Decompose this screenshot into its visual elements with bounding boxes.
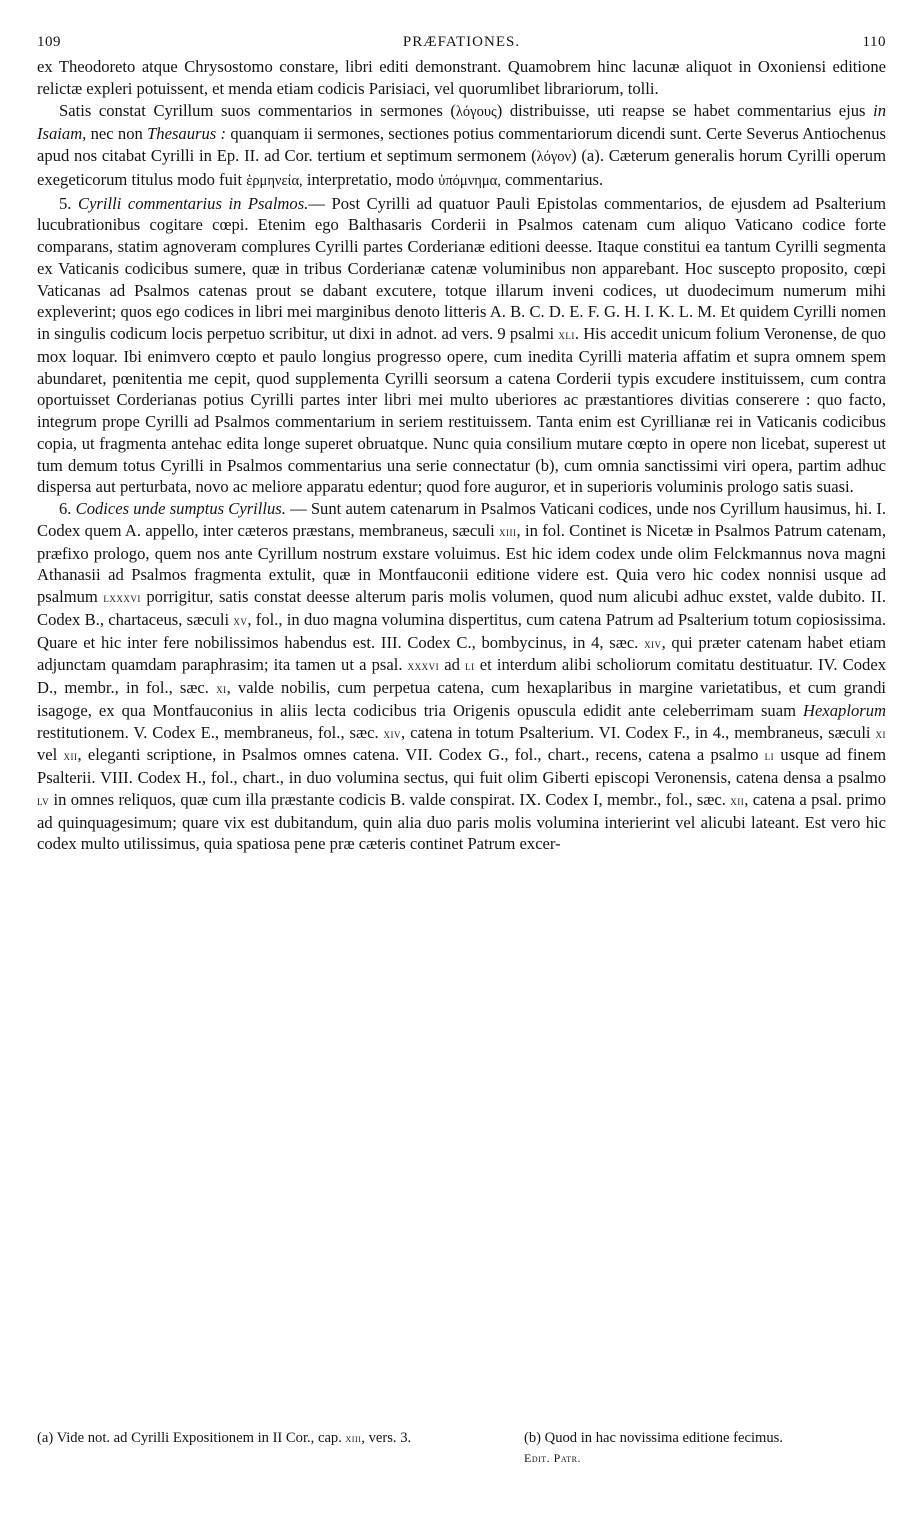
greek-term: ὑπόμνημα, — [438, 172, 501, 189]
greek-term: λόγον — [536, 149, 572, 165]
section-number: 5. — [59, 193, 78, 213]
greek-term: λόγους — [455, 103, 497, 120]
section-number: 6. — [59, 499, 76, 518]
running-header — [37, 34, 886, 56]
footnote-signature: Edit. Patr. — [524, 1451, 581, 1465]
document-page — [37, 34, 886, 855]
paragraph-cyril-sermons: Satis constat Cyrillum suos commentarios in sermones (λόγους) distribuisse, uti reapse se habet commentarius ejus in Isaiam, nec non Thesaurus : quanquam ii sermones, sectiones potius commentariorum dicendi sunt. Certe Severus Antiochenus apud nos citabat Cyrilli in Ep. II. ad Cor. tertium et septimum sermonem (λόγον) (a). Cæterum generalis horum Cyrilli operum exegeticorum titulus modo fuit ἑρμηνεία, interpretatio, modo ὑπόμνημα, commentarius. — [37, 100, 887, 189]
greek-term: ἑρμηνεία, — [246, 172, 303, 189]
paragraph-continuation: ex Theodoreto atque Chrysostomo constare, libri editi demonstrant. Quamobrem hinc lacunæ aliquot in Oxoniensi editione relictæ expleri potuissent, et menda etiam codicis Parisiaci, vel quorumlibet librariorum, tolli. — [37, 57, 886, 98]
body-text — [37, 56, 886, 855]
page-number-right: 110 — [862, 34, 886, 50]
footnote-a: (a) Vide not. ad Cyrilli Expositionem in II Cor., cap. xiii, vers. 3. — [37, 1430, 412, 1446]
page-number-left: 109 — [37, 34, 61, 50]
footnote-b: (b) Quod in hac novissima editione fecimus. Edit. Patr. — [524, 1430, 783, 1465]
section-6-codices: 6. Codices unde sumptus Cyrillus. — Sunt autem catenarum in Psalmos Vaticani codices, unde nos Cyrillum hausimus, hi. I. Codex quem A. appello, inter cæteros præstans, membraneus, sæculi xiii, in fol. Continet is Nicetæ in Psalmos Patrum catenam, præfixo prologo, quem nos ante Cyrillum nostrum exstare voluimus. Est hic idem codex unde olim Felckmannus nova magni Athanasii ad Psalmos fragmenta extulit, quæ in Montfauconii editione videre est. Quia vero hic codex nonnisi usque ad psalmum lxxxvi porrigitur, satis constat deesse alterum paris molis volumen, quod num alicubi adhuc exstet, valde dubito. II. Codex B., chartaceus, sæculi xv, fol., in duo magna volumina dispertitus, cum catena Patrum ad Psalterium totum copiosissima. Quare et hic inter fere nobilissimos habendus est. III. Codex C., bombycinus, in 4, sæc. xiv, qui præter catenam habet etiam adjunctam quamdam paraphrasim; ita tamen ut a psal. xxxvi ad li et interdum alibi scholiorum comitatu destituatur. IV. Codex D., membr., in fol., sæc. xi, valde nobilis, cum perpetua catena, cum hexaplaribus in margine varietatibus, et cum grandi isagoge, ex qua Montfauconius in aliis lecta codicibus tria Origenis opuscula edidit ante celeberrimam suam Hexaplorum restitutionem. V. Codex E., membraneus, fol., sæc. xiv, catena in totum Psalterium. VI. Codex F., in 4., membraneus, sæculi xi vel xii, eleganti scriptione, in Psalmos omnes catena. VII. Codex G., fol., chart., recens, catena a psalmo li usque ad finem Psalterii. VIII. Codex H., fol., chart., in duo volumina sectus, qui fuit olim Giberti episcopi Veronensis, catena densa a psalmo lv in omnes reliquos, quæ cum illa præstante codicis B. valde conspirat. IX. Codex I, membr., fol., sæc. xii, catena a psal. primo ad quinquagesimum; quare vix est dubitandum, quin alia duo paris molis volumina interierint vel alicubi lateant. Est vero hic codex multo utilissimus, quia spatiosa pene præ cæteris continet Patrum excer- — [37, 499, 887, 854]
section-5-psalms-commentary: 5. Cyrilli commentarius in Psalmos.— Post Cyrilli ad quatuor Pauli Epistolas commentarios, de ejusdem ad Psalterium lucubrationibus cogitare cœpi. Etenim ego Balthasaris Corderii in Psalmos catenam cum aliquo Vaticano codice forte comparans, statim agnoveram complures Cyrilli partes Corderianæ editioni deesse. Itaque constitui ea tantum Cyrilli segmenta ex Vaticanis codicibus sumere, quæ in tribus Corderianæ catenæ voluminibus non apparebant. Hoc suscepto proposito, cœpi Vaticanas ad Psalmos catenas prout se dabant excutere, totque illarum inveni codices, ut duodecimum numerum mihi expleverint; quos ego codices in libri mei marginibus denoto litteris A. B. C. D. E. F. G. H. I. K. L. M. Et quidem Cyrilli nomen in singulis codicum locis perpetuo scribitur, ut dixi in adnot. ad vers. 9 psalmi xli. His accedit unicum folium Veronense, de quo mox loquar. Ibi enimvero cœpto et paulo longius progresso opere, cum inedita Cyrilli materia affatim et supra omnem spem abundaret, pœnitentia me cepit, quod supplementa Cyrilli seorsum a catena Corderii typis excudere instituissem, cum contra oportuisset Corderianas potius Cyrilli partes inter libri mei multo uberiores ac præstantiores divitias conserere : quo facto, integrum prope Cyrilli ad Psalmos commentarium in seriem restituissem. Tanta enim est Cyrillianæ rei in Vaticanis codicibus copia, ut fragmenta antehac edita longe superet obruatque. Nunc quia consilium mutare cœpto in opere non licebat, superest ut tum demum totus Cyrilli in Psalmos commentarius una serie connectatur (b), cum omnia sanctissimi viri opera, partim adhuc dispersa aut perturbata, novo ac meliore apparatu edentur; quod fore auguror, et in superioris voluminis prologo satis suasi. — [37, 193, 886, 497]
section-heading: Codices unde sumptus Cyrillus. — [75, 499, 286, 518]
running-title: PRÆFATIONES. — [402, 34, 521, 50]
section-heading: Cyrilli commentarius in Psalmos. — [78, 193, 309, 213]
